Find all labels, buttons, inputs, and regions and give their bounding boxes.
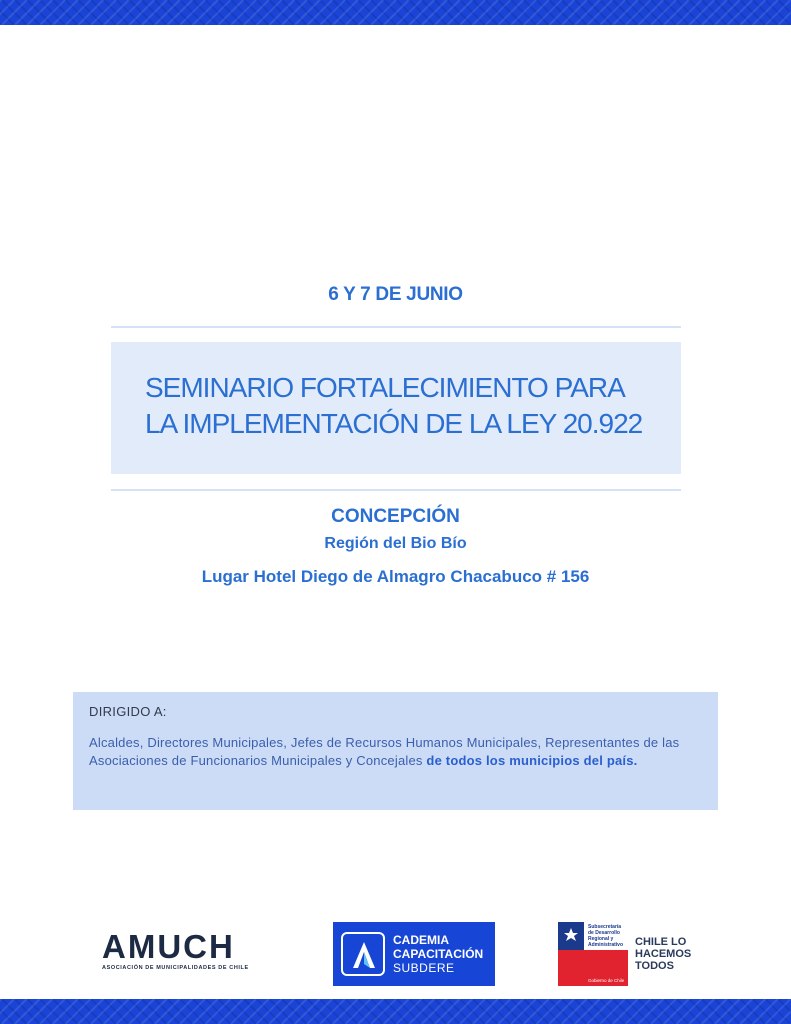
slogan-line-2: HACEMOS xyxy=(635,948,692,960)
academia-logo-line-2: CAPACITACIÓN xyxy=(393,947,484,961)
slogan xyxy=(635,936,691,972)
title-line-1: SEMINARIO FORTALECIMIENTO PARA xyxy=(145,372,625,403)
flag-blue-field xyxy=(558,922,584,950)
top-decorative-band xyxy=(0,0,791,25)
academia-capacitacion-logo xyxy=(333,922,495,986)
divider-top xyxy=(111,326,681,328)
slogan-line-3: TODOS xyxy=(635,960,674,972)
academia-logo-line-1: CADEMIA xyxy=(393,933,449,947)
amuch-logo-word: AMUCH xyxy=(102,928,235,965)
chile-flag-icon xyxy=(558,922,628,986)
divider-bottom xyxy=(111,489,681,491)
subsecretaria-label: Subsecretaría de Desarrollo Regional y Administrativo xyxy=(588,924,624,948)
audience-label: DIRIGIDO A: xyxy=(89,704,167,719)
coat-of-arms-icon xyxy=(558,922,584,950)
gobierno-de-chile-logo xyxy=(558,922,698,986)
event-venue: Lugar Hotel Diego de Almagro Chacabuco # 156 xyxy=(201,567,590,586)
bottom-decorative-band xyxy=(0,999,791,1024)
slogan-line-1: CHILE LO xyxy=(635,936,687,948)
event-region: Región del Bio Bío xyxy=(324,535,467,552)
event-date: 6 Y 7 DE JUNIO xyxy=(328,284,463,305)
audience-text xyxy=(89,734,705,770)
amuch-logo xyxy=(100,930,272,978)
academia-a-icon xyxy=(341,932,385,976)
audience-description: Alcaldes, Directores Municipales, Jefes de Recursos Humanos Municipales, Representantes de las Asociaciones de Funcionarios Municipales y Concejales xyxy=(89,735,680,768)
audience-box xyxy=(73,692,718,810)
amuch-logo-subtitle: ASOCIACIÓN DE MUNICIPALIDADES DE CHILE xyxy=(102,965,249,971)
title-line-2: LA IMPLEMENTACIÓN DE LA LEY 20.922 xyxy=(145,408,643,439)
event-city: CONCEPCIÓN xyxy=(331,506,460,527)
title-box xyxy=(111,342,681,474)
academia-logo-line-3: SUBDERE xyxy=(393,961,455,975)
audience-emphasis: de todos los municipios del país. xyxy=(426,753,638,768)
gobierno-label: Gobierno de Chile xyxy=(588,978,625,983)
